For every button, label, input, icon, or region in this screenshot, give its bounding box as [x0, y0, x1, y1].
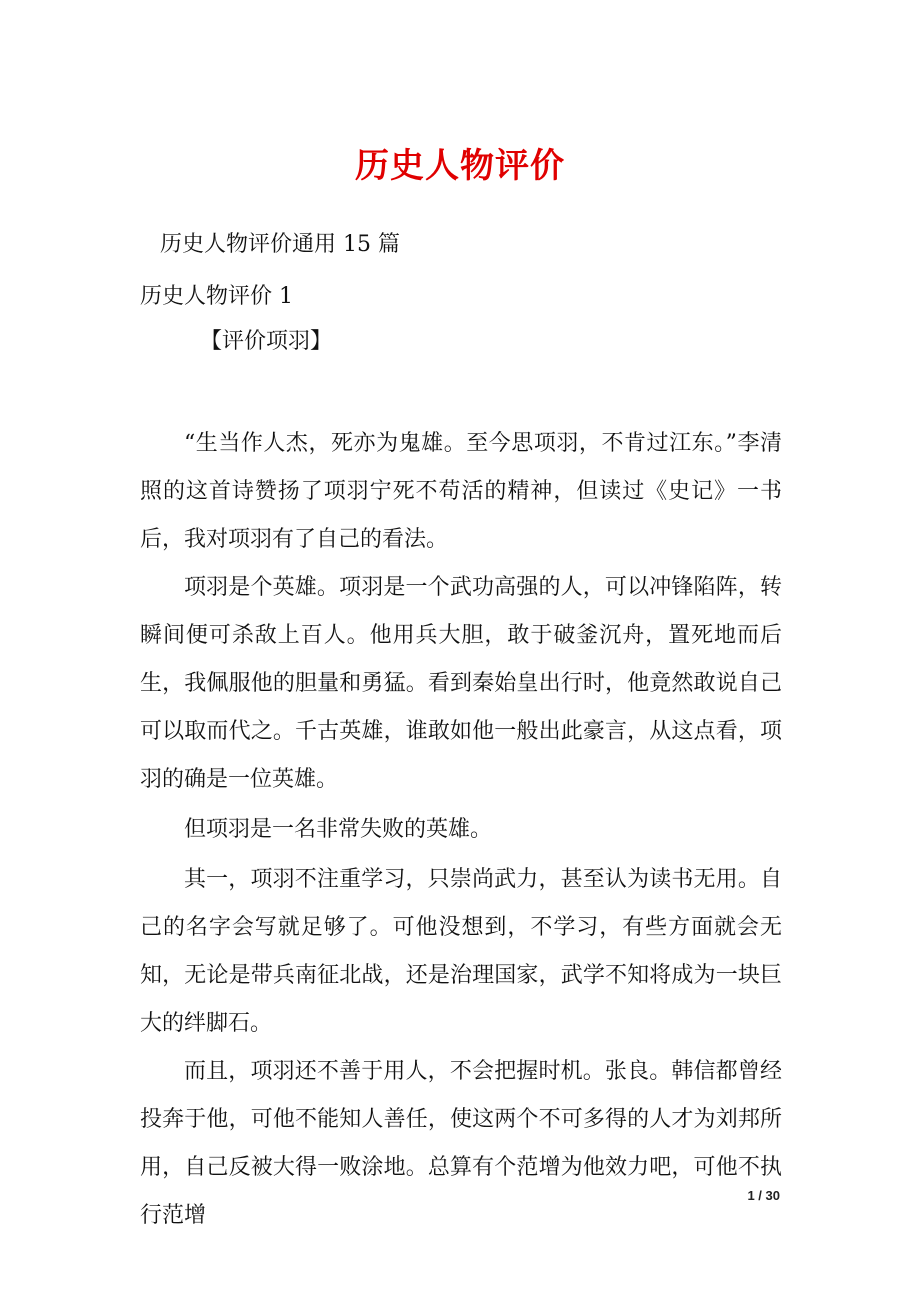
paragraph: 而且，项羽还不善于用人，不会把握时机。张良。韩信都曾经投奔于他，可他不能知人善任，使这两个不可多得的人才为刘邦所用，自己反被大得一败涂地。总算有个范增为他效力吧，可他不执行范增: [140, 1059, 782, 1228]
paragraph: 项羽是个英雄。项羽是一个武功高强的人，可以冲锋陷阵，转瞬间便可杀敌上百人。他用兵大胆，敢于破釜沉舟，置死地而后生，我佩服他的胆量和勇猛。看到秦始皇出行时，他竟然敢说自己可以取而代之。千古英雄，谁敢如他一般出此豪言，从这点看，项羽的确是一位英雄。: [140, 575, 782, 792]
paragraph: 但项羽是一名非常失败的英雄。: [184, 817, 493, 842]
document-subtitle: 历史人物评价通用 15 篇: [160, 232, 400, 257]
page-indicator: 1 / 30: [747, 1188, 780, 1203]
section-heading: 【评价项羽】: [200, 329, 333, 354]
section-title: 历史人物评价 1: [140, 284, 293, 309]
paragraph: 其一，项羽不注重学习，只崇尚武力，甚至认为读书无用。自己的名字会写就足够了。可他没想到，不学习，有些方面就会无知，无论是带兵南征北战，还是治理国家，武学不知将成为一块巨大的绊脚石。: [140, 867, 782, 1036]
document-title: 历史人物评价: [355, 146, 565, 186]
paragraph: “生当作人杰，死亦为鬼雄。至今思项羽，不肯过江东。”李清照的这首诗赞扬了项羽宁死不苟活的精神，但读过《史记》一书后，我对项羽有了自己的看法。: [140, 431, 782, 552]
